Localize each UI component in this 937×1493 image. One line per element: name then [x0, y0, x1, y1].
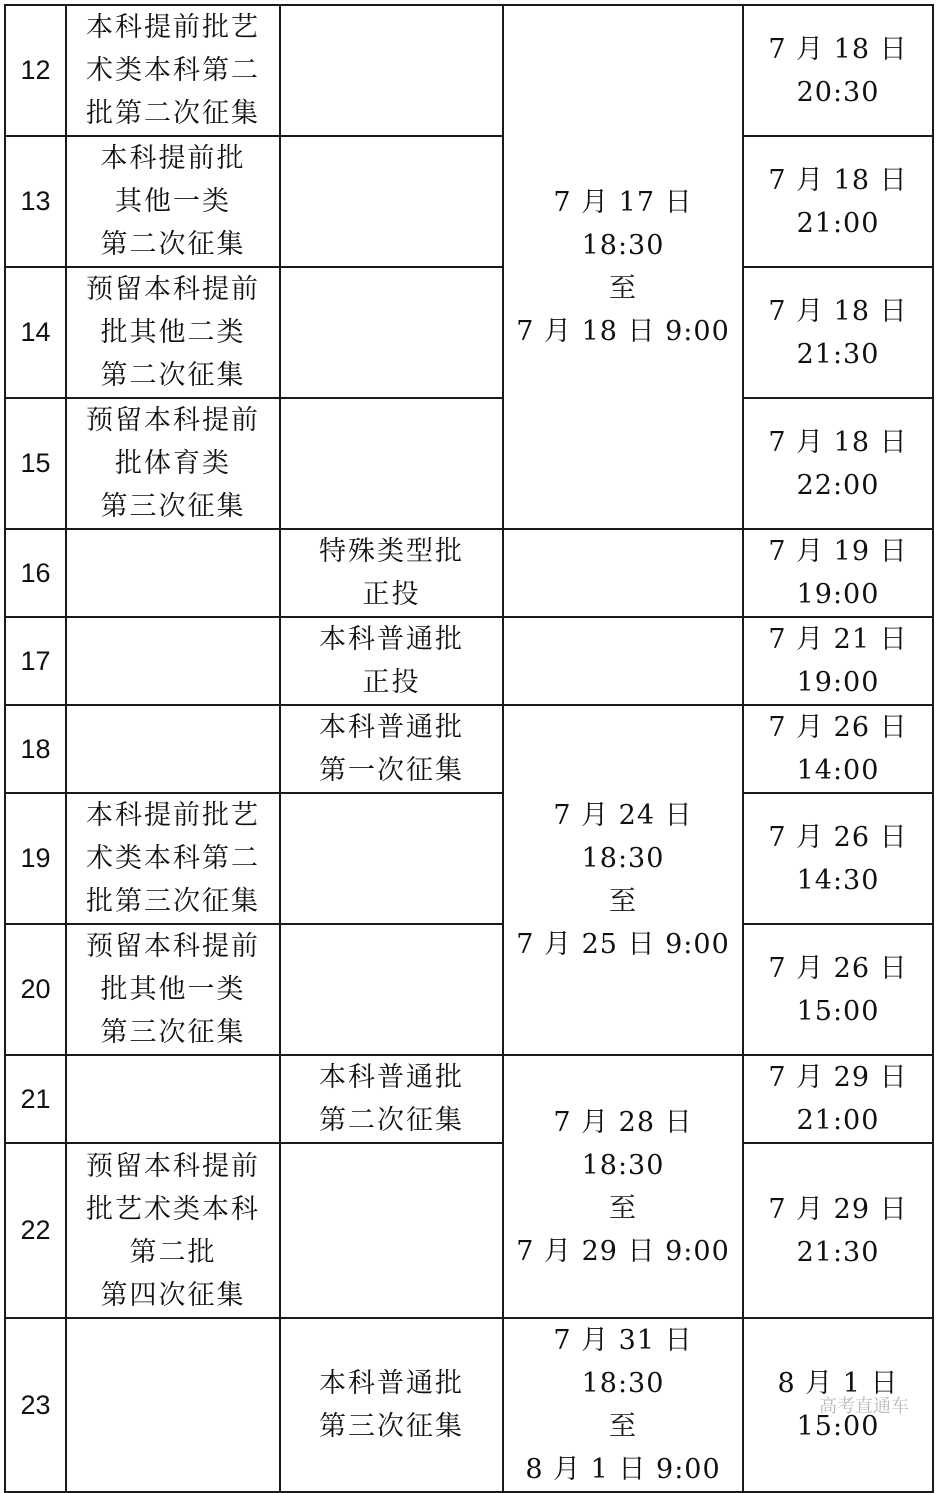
- batch-cell-2: [280, 398, 503, 529]
- row-number: 14: [5, 267, 66, 398]
- batch-cell: [66, 1055, 280, 1143]
- batch-cell: 本科提前批 其他一类 第二次征集: [66, 136, 280, 267]
- table-row: [5, 136, 933, 267]
- deadline-cell: 8 月 1 日 15:00: [743, 1318, 933, 1492]
- batch-cell: 本科提前批艺 术类本科第二 批第二次征集: [66, 5, 280, 136]
- batch-cell: [66, 1318, 280, 1492]
- batch-cell: 预留本科提前 批其他一类 第三次征集: [66, 924, 280, 1055]
- batch-cell-2: 本科普通批 第一次征集: [280, 705, 503, 793]
- period-cell: 7 月 28 日 18:30 至 7 月 29 日 9:00: [503, 1055, 743, 1318]
- batch-cell-2: [280, 267, 503, 398]
- batch-cell-2: [280, 793, 503, 924]
- watermark: 高考直通车: [819, 1396, 909, 1417]
- table-row: [5, 617, 933, 705]
- deadline-cell: 7 月 29 日 21:00: [743, 1055, 933, 1143]
- table-row: [5, 529, 933, 617]
- row-number: 23: [5, 1318, 66, 1492]
- row-number: 22: [5, 1143, 66, 1318]
- batch-cell: 预留本科提前 批艺术类本科 第二批 第四次征集: [66, 1143, 280, 1318]
- batch-cell: 预留本科提前 批其他二类 第二次征集: [66, 267, 280, 398]
- deadline-cell: 7 月 18 日 20:30: [743, 5, 933, 136]
- batch-cell-2: 本科普通批 第三次征集: [280, 1318, 503, 1492]
- period-cell: 7 月 31 日 18:30 至 8 月 1 日 9:00: [503, 1318, 743, 1492]
- table-row: [5, 5, 933, 136]
- batch-cell-2: 本科普通批 第二次征集: [280, 1055, 503, 1143]
- period-cell: [503, 617, 743, 705]
- deadline-cell: 7 月 18 日 22:00: [743, 398, 933, 529]
- batch-cell: [66, 617, 280, 705]
- period-cell: [503, 529, 743, 617]
- row-number: 19: [5, 793, 66, 924]
- period-cell: 7 月 17 日 18:30 至 7 月 18 日 9:00: [503, 5, 743, 529]
- batch-cell: [66, 705, 280, 793]
- table-row: [5, 1143, 933, 1318]
- batch-cell: 本科提前批艺 术类本科第二 批第三次征集: [66, 793, 280, 924]
- deadline-cell: 7 月 26 日 14:00: [743, 705, 933, 793]
- row-number: 15: [5, 398, 66, 529]
- batch-cell-2: [280, 1143, 503, 1318]
- row-number: 13: [5, 136, 66, 267]
- deadline-cell: 7 月 29 日 21:30: [743, 1143, 933, 1318]
- row-number: 18: [5, 705, 66, 793]
- table-row: [5, 1318, 933, 1492]
- period-cell: 7 月 24 日 18:30 至 7 月 25 日 9:00: [503, 705, 743, 1055]
- batch-cell-2: [280, 136, 503, 267]
- table-row: [5, 924, 933, 1055]
- batch-cell-2: 本科普通批 正投: [280, 617, 503, 705]
- table-row: [5, 705, 933, 793]
- table-row: [5, 267, 933, 398]
- deadline-cell: 7 月 26 日 15:00: [743, 924, 933, 1055]
- row-number: 12: [5, 5, 66, 136]
- deadline-cell: 7 月 21 日 19:00: [743, 617, 933, 705]
- deadline-cell: 7 月 26 日 14:30: [743, 793, 933, 924]
- row-number: 20: [5, 924, 66, 1055]
- deadline-cell: 7 月 19 日 19:00: [743, 529, 933, 617]
- row-number: 21: [5, 1055, 66, 1143]
- schedule-table: [4, 4, 934, 1493]
- batch-cell: [66, 529, 280, 617]
- row-number: 16: [5, 529, 66, 617]
- table-row: [5, 793, 933, 924]
- row-number: 17: [5, 617, 66, 705]
- batch-cell: 预留本科提前 批体育类 第三次征集: [66, 398, 280, 529]
- batch-cell-2: [280, 924, 503, 1055]
- table-row: [5, 398, 933, 529]
- batch-cell-2: [280, 5, 503, 136]
- table-row: [5, 1055, 933, 1143]
- batch-cell-2: 特殊类型批 正投: [280, 529, 503, 617]
- deadline-cell: 7 月 18 日 21:00: [743, 136, 933, 267]
- deadline-cell: 7 月 18 日 21:30: [743, 267, 933, 398]
